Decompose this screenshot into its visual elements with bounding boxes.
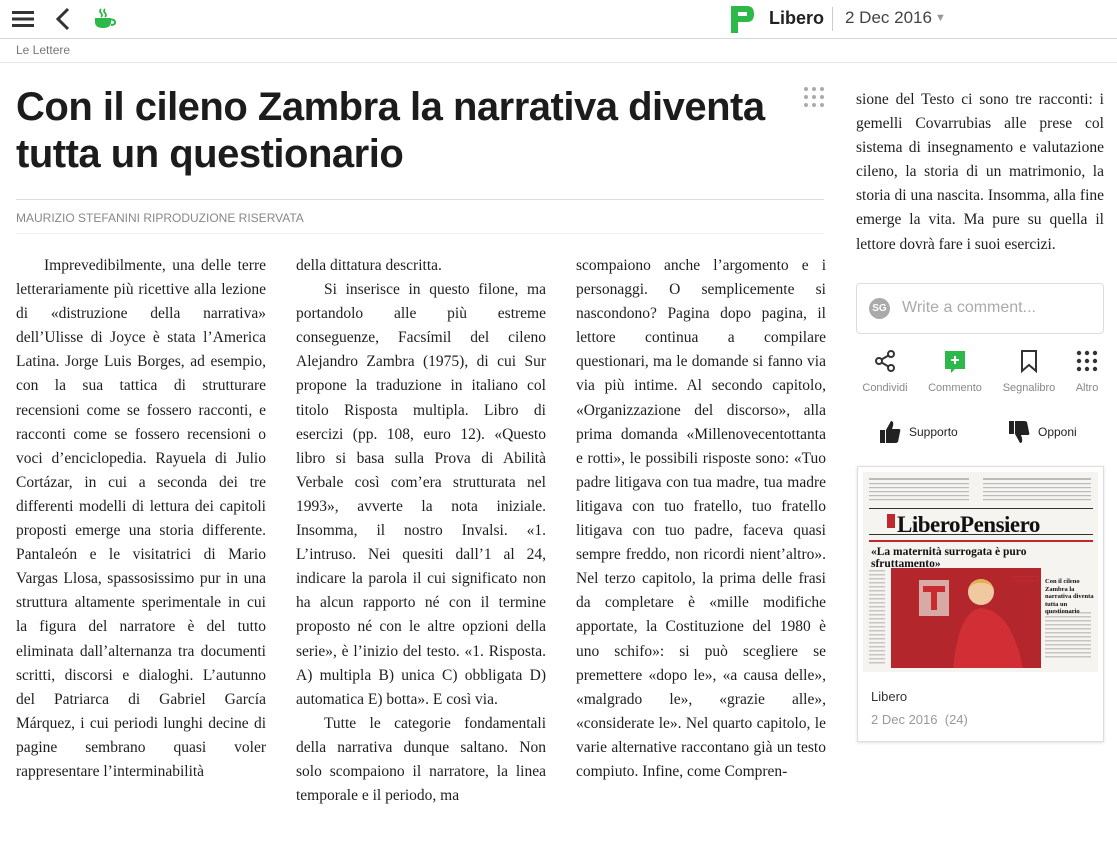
- masthead: LiberoPensiero: [897, 512, 1040, 537]
- publication-name[interactable]: Libero: [769, 8, 825, 28]
- paragraph: sione del Testo ci sono tre racconti: i gemelli Covarrubias alle prese col sistema di insegnamento e valutazione cileno, la storia di un matrimonio, la storia di una nascita. Insomma, alla fine emerge la vita. Ma pure su quella il lettore dovrà fare i suoi esercizi.: [856, 91, 1104, 253]
- thumbs-up-icon: [879, 419, 901, 445]
- chevron-left-icon[interactable]: [54, 0, 72, 38]
- divider: [832, 7, 833, 31]
- article-header: [16, 84, 824, 178]
- top-bar: [0, 0, 1117, 39]
- thumbnail-headline: «La maternità surrogata è puro sfruttamento»: [871, 546, 1027, 570]
- paragraph: Imprevedibilmente, una delle terre letterariamente più ricettive alla lezione di «distruzione della narrativa» dell’Ulisse di Joyce è stata l’America Latina. Jorge Luis Borges, ad esempio, con la sua tattica di strutturare recensioni come se fossero racconti, e racconti come se fossero recensioni o voci d’enciclopedia. Rayuela di Julio Cortázar, in cui a seconda dei tre differenti modelli di lettura dei capitoli proposti emerge una storia differente. Pantaleón e le visitatrici di Mario Vargas Llosa, spassosissimo pur in una struttura altamente sperimentale in cui la figura del narratore è del tutto eliminata dall’alternanza tra documenti scritti, discorsi e dialoghi. L’autunno del Patriarca di Gabriel García Márquez, i cui periodi lunghi decine di pagine sembrano quasi voler rappresentare l’interminabilità: [16, 257, 266, 780]
- chevron-down-icon: ▼: [934, 12, 946, 24]
- page-thumbnail-card[interactable]: [857, 466, 1104, 742]
- support-label: Supporto: [909, 425, 958, 439]
- divider: [0, 62, 1117, 63]
- article-column-4: [856, 88, 1104, 257]
- article-column-2: [296, 254, 546, 808]
- more-button[interactable]: [1052, 349, 1117, 394]
- oppose-label: Opponi: [1038, 425, 1077, 439]
- card-date: [871, 712, 968, 727]
- issue-date: 2 Dec 2016: [845, 8, 932, 27]
- libero-logo-icon: [725, 0, 759, 38]
- article-column-1: [16, 254, 266, 784]
- paragraph: scompaiono anche l’argomento e i personaggi. O semplicemente si nascondono? Pagina dopo pagina, il lettore continua a compilare questionari, ma le domande si fanno via via più intime. Al secondo capitolo, «Organizzazione del discorso», alla prima domanda «Millenovecentottanta e rotti», le possibili risposte sono: «Tuo padre litigava con tua madre, tua madre litigava con tuo fratello, tuo fratello litigava con tuo padre, faceva quasi sempre freddo, non ricordi nient’altro». Nel terzo capitolo, la prima delle frasi da completare è «mille modifiche apportate, la Costituzione del 1980 è uno schifo»: si può scegliere se premettere «dopo le», «a causa delle», «malgrado le», «grazie alle», «considerate le». Nel quarto capitolo, le varie alternative raccontano già un testo compiuto. Infine, come Compren-: [576, 257, 826, 780]
- share-button[interactable]: [850, 349, 920, 394]
- article-column-3: [576, 254, 826, 784]
- breadcrumb[interactable]: Le Lettere: [16, 43, 71, 57]
- comment-input[interactable]: [856, 283, 1104, 334]
- thumbnail-side-headline: Con il cileno Zambra la narrativa diventa tutta un questionario: [1045, 578, 1094, 615]
- share-icon: [873, 349, 897, 373]
- more-dots-icon: [1075, 349, 1099, 373]
- divider: [16, 199, 824, 200]
- byline: MAURIZIO STEFANINI RIPRODUZIONE RISERVATA: [16, 211, 304, 225]
- bookmark-label: Segnalibro: [1002, 382, 1056, 394]
- support-button[interactable]: [879, 417, 958, 447]
- oppose-button[interactable]: [1008, 417, 1077, 447]
- paragraph: della dittatura descritta.: [296, 257, 442, 274]
- bookmark-icon: [1019, 349, 1039, 373]
- comment-button[interactable]: [920, 349, 990, 394]
- comment-label: Commento: [928, 382, 982, 394]
- issue-date-selector[interactable]: [845, 8, 946, 28]
- comment-plus-icon: [943, 349, 967, 375]
- paragraph: Si inserisce in questo filone, ma portandolo alle più estreme conseguenze, Facsímil del cileno Alejandro Zambra (1975), di cui Sur propone la traduzione in italiano col titolo Risposta multipla. Libro di esercizi (pp. 108, euro 12). «Questo libro si basa sulla Prova di Abilità Verbale così com’era strutturata nel 1993», avverte la nota iniziale. Insomma, il nostro Invalsi. «1. L’intruso. Nei quesiti dall’1 al 24, indicare la parola il cui significato non ha alcun rapporto né con il termine proposto né con le altre opzioni della serie», è l’inizio del testo. «1. Risposta. A) multipla B) unica C) obbligata D) automatica E) botta». E così via.: [296, 281, 546, 708]
- action-bar: [856, 349, 1106, 395]
- comment-placeholder: Write a comment...: [902, 299, 1036, 316]
- card-date-text: 2 Dec 2016: [871, 712, 938, 727]
- card-count: (24): [944, 712, 968, 727]
- drag-handle-icon[interactable]: [803, 86, 825, 108]
- thumbs-down-icon: [1008, 419, 1030, 445]
- article-title: Con il cileno Zambra la narrativa diventa tutta un questionario: [16, 85, 765, 176]
- more-label: Altro: [1075, 382, 1099, 394]
- avatar: SG: [869, 298, 890, 319]
- newspaper-page-thumbnail: [863, 472, 1098, 672]
- share-label: Condividi: [862, 382, 908, 394]
- coffee-cup-icon[interactable]: [92, 0, 116, 38]
- paragraph: Tutte le categorie fondamentali della narrativa dunque saltano. Non solo scompaiono il narratore, la linea temporale e il periodo, ma: [296, 714, 546, 805]
- divider: [16, 233, 824, 234]
- hamburger-menu-icon[interactable]: [12, 0, 34, 38]
- card-publication: Libero: [871, 689, 908, 704]
